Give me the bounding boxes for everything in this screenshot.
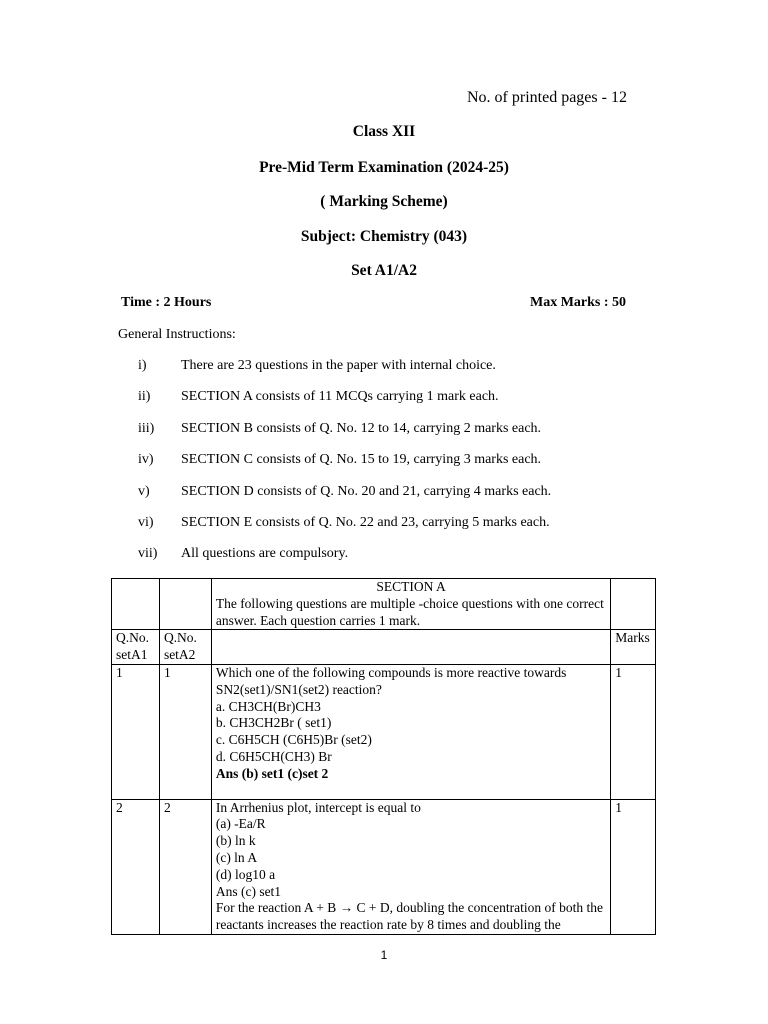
instruction-text: SECTION E consists of Q. No. 22 and 23, carrying 5 marks each. [181, 515, 550, 530]
qno-setA2: 1 [159, 664, 211, 799]
column-header-row [112, 630, 656, 665]
col-header-setA2: Q.No. setA2 [159, 630, 211, 665]
marking-scheme-title: ( Marking Scheme) [320, 193, 448, 210]
instruction-text: SECTION B consists of Q. No. 12 to 14, carrying 2 marks each. [181, 421, 542, 436]
instruction-number: i) [138, 358, 147, 373]
instruction-number: iii) [138, 421, 155, 436]
table-row [112, 799, 656, 934]
col-header-marks: Marks [611, 630, 656, 665]
instruction-number: iv) [138, 452, 154, 467]
option-b: (b) ln k [215, 833, 256, 849]
answer: Ans (b) set1 (c)set 2 [215, 765, 329, 781]
instruction-text: SECTION A consists of 11 MCQs carrying 1 mark each. [181, 389, 499, 404]
option-d: d. C6H5CH(CH3) Br [215, 748, 332, 764]
instruction-text: SECTION D consists of Q. No. 20 and 21, carrying 4 marks each. [181, 484, 552, 499]
time-allowed: Time : 2 Hours [121, 295, 212, 310]
instruction-text: All questions are compulsory. [181, 546, 349, 561]
instruction-number: vi) [138, 515, 154, 530]
exam-title: Pre-Mid Term Examination (2024-25) [259, 159, 509, 176]
marks-value: 1 [611, 799, 656, 934]
option-c: (c) ln A [215, 849, 258, 865]
subject-title: Subject: Chemistry (043) [300, 228, 468, 245]
section-header-row [112, 579, 656, 630]
instruction-number: v) [138, 484, 150, 499]
question-text: In Arrhenius plot, intercept is equal to [215, 799, 421, 815]
option-d: (d) log10 a [215, 866, 276, 882]
instruction-text: There are 23 questions in the paper with internal choice. [181, 358, 496, 373]
option-a: a. CH3CH(Br)CH3 [215, 698, 321, 714]
instructions-heading: General Instructions: [118, 327, 236, 342]
instruction-number: vii) [138, 546, 158, 561]
section-description: The following questions are multiple -choice questions with one correct answer. Each question carries 1 mark. [215, 595, 604, 628]
qno-setA2: 2 [159, 799, 211, 934]
answer: Ans (c) set1 [215, 883, 282, 899]
printed-pages-note: No. of printed pages - 12 [467, 89, 627, 106]
instruction-text: SECTION C consists of Q. No. 15 to 19, carrying 3 marks each. [181, 452, 542, 467]
section-title: SECTION A [376, 579, 446, 594]
question-text-line2: SN2(set1)/SN1(set2) reaction? [215, 681, 382, 697]
next-question-text: For the reaction A + B → C + D, doubling the concentration of both the reactants increases the reaction rate by 8 times and doubling the [215, 900, 603, 933]
col-header-setA1: Q.No. setA1 [112, 630, 160, 665]
qno-setA1: 2 [112, 799, 160, 934]
question-text: Which one of the following compounds is more reactive towards [215, 664, 567, 680]
instruction-number: ii) [138, 389, 151, 404]
marks-value: 1 [611, 664, 656, 799]
set-title: Set A1/A2 [351, 262, 417, 279]
table-row [112, 664, 656, 799]
max-marks: Max Marks : 50 [530, 295, 627, 310]
class-title: Class XII [352, 123, 416, 140]
option-c: c. C6H5CH (C6H5)Br (set2) [215, 732, 372, 748]
qno-setA1: 1 [112, 664, 160, 799]
marking-scheme-table [111, 578, 656, 935]
question-cell [211, 799, 610, 934]
question-cell [211, 664, 610, 799]
option-a: (a) -Ea/R [215, 816, 266, 832]
page-number: 1 [380, 948, 388, 962]
option-b: b. CH3CH2Br ( set1) [215, 715, 332, 731]
